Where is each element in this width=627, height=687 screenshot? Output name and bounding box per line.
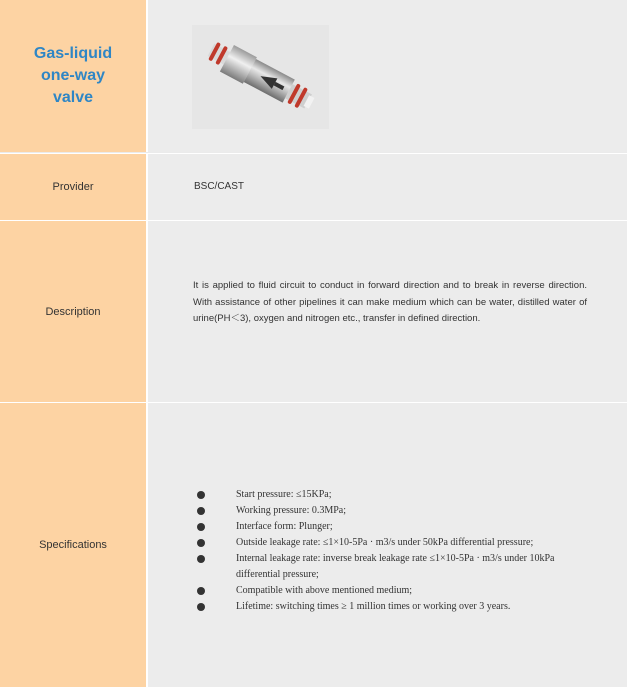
description-cell bbox=[148, 221, 627, 402]
bullet-icon bbox=[197, 555, 205, 563]
provider-row bbox=[0, 153, 627, 220]
valve-photo-icon bbox=[192, 25, 329, 129]
list-item bbox=[194, 519, 596, 535]
description-label: Description bbox=[0, 221, 148, 402]
description-row bbox=[0, 220, 627, 402]
spec-text: Outside leakage rate: ≤1×10-5Pa · m3/s under 50kPa differential pressure; bbox=[236, 537, 534, 548]
product-title: Gas-liquid one-way valve bbox=[33, 45, 113, 106]
specifications-label: Specifications bbox=[0, 403, 148, 687]
bullet-icon bbox=[197, 603, 205, 611]
list-item bbox=[194, 535, 596, 551]
list-item bbox=[194, 487, 596, 503]
provider-value: BSC/CAST bbox=[194, 181, 245, 192]
specifications-row bbox=[0, 402, 627, 687]
list-item bbox=[194, 503, 596, 519]
photo-cell bbox=[148, 0, 627, 152]
bullet-icon bbox=[197, 523, 205, 531]
spec-text: Compatible with above mentioned medium; bbox=[236, 585, 413, 596]
spec-text: Internal leakage rate: inverse break leakage rate ≤1×10-5Pa · m3/s under 10kPa differential pressure; bbox=[236, 553, 555, 580]
spec-text: Interface form: Plunger; bbox=[236, 521, 333, 532]
spec-text: Lifetime: switching times ≥ 1 million times or working over 3 years. bbox=[236, 601, 511, 612]
spec-text: Start pressure: ≤15KPa; bbox=[236, 489, 332, 500]
spec-text: Working pressure: 0.3MPa; bbox=[236, 505, 347, 516]
provider-cell bbox=[148, 154, 627, 220]
bullet-icon bbox=[197, 507, 205, 515]
bullet-icon bbox=[197, 587, 205, 595]
list-item bbox=[194, 551, 596, 583]
title-row bbox=[0, 0, 627, 152]
bullet-icon bbox=[197, 491, 205, 499]
bullet-icon bbox=[197, 539, 205, 547]
specifications-cell bbox=[148, 403, 627, 687]
list-item bbox=[194, 583, 596, 599]
valve-drawing bbox=[192, 25, 329, 129]
specifications-list bbox=[194, 487, 596, 615]
list-item bbox=[194, 599, 596, 615]
provider-label: Provider bbox=[0, 154, 148, 220]
description-text: It is applied to fluid circuit to conduct in forward direction and to break in reverse direction. With assistance of other pipelines it can make medium which can be water, distilled water of urine(PH＜3), oxygen and nitrogen etc., transfer in defined direction. bbox=[193, 280, 587, 324]
title-cell bbox=[0, 0, 148, 152]
